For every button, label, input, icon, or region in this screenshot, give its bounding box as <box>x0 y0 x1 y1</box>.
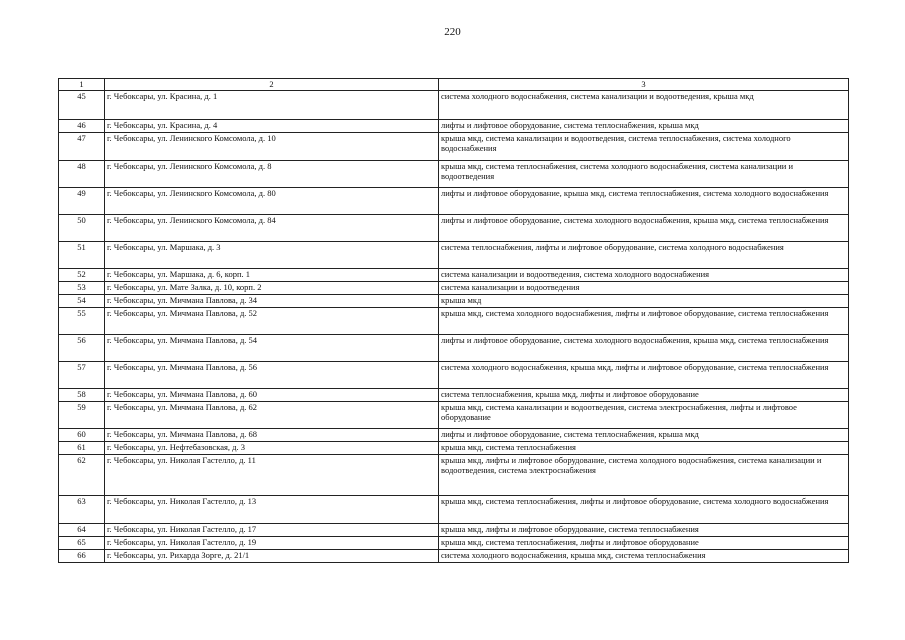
table-row <box>59 388 849 401</box>
row-address: г. Чебоксары, ул. Мичмана Павлова, д. 60 <box>105 388 439 401</box>
table-row <box>59 268 849 281</box>
row-address: г. Чебоксары, ул. Николая Гастелло, д. 19 <box>105 536 439 549</box>
row-number: 65 <box>59 536 105 549</box>
row-number: 59 <box>59 401 105 428</box>
header-col-1: 1 <box>59 79 105 91</box>
row-address: г. Чебоксары, ул. Красина, д. 4 <box>105 119 439 132</box>
table-row <box>59 549 849 562</box>
row-address: г. Чебоксары, ул. Мичмана Павлова, д. 56 <box>105 361 439 388</box>
table-row <box>59 294 849 307</box>
table-row <box>59 495 849 523</box>
row-number: 45 <box>59 90 105 119</box>
row-works: крыша мкд, система холодного водоснабжения, лифты и лифтовое оборудование, система теплоснабжения <box>439 307 849 334</box>
table-row <box>59 441 849 454</box>
row-number: 50 <box>59 214 105 241</box>
row-works: крыша мкд, лифты и лифтовое оборудование, система холодного водоснабжения, система канализации и водоотведения, система электроснабжения <box>439 454 849 495</box>
row-number: 47 <box>59 132 105 160</box>
row-address: г. Чебоксары, ул. Николая Гастелло, д. 11 <box>105 454 439 495</box>
row-works: система холодного водоснабжения, система канализации и водоотведения, крыша мкд <box>439 90 849 119</box>
row-number: 56 <box>59 334 105 361</box>
row-works: лифты и лифтовое оборудование, система теплоснабжения, крыша мкд <box>439 119 849 132</box>
row-number: 60 <box>59 428 105 441</box>
row-works: лифты и лифтовое оборудование, система теплоснабжения, крыша мкд <box>439 428 849 441</box>
row-address: г. Чебоксары, ул. Ленинского Комсомола, д. 10 <box>105 132 439 160</box>
table-row <box>59 454 849 495</box>
table-body <box>59 90 849 562</box>
row-works: лифты и лифтовое оборудование, крыша мкд, система теплоснабжения, система холодного водоснабжения <box>439 187 849 214</box>
table-row <box>59 536 849 549</box>
row-address: г. Чебоксары, ул. Нефтебазовская, д. 3 <box>105 441 439 454</box>
table-row <box>59 241 849 268</box>
table-row <box>59 160 849 187</box>
row-address: г. Чебоксары, ул. Красина, д. 1 <box>105 90 439 119</box>
row-address: г. Чебоксары, ул. Мичмана Павлова, д. 68 <box>105 428 439 441</box>
row-works: крыша мкд <box>439 294 849 307</box>
row-works: крыша мкд, система теплоснабжения, лифты и лифтовое оборудование, система холодного водоснабжения <box>439 495 849 523</box>
row-address: г. Чебоксары, ул. Николая Гастелло, д. 13 <box>105 495 439 523</box>
table-row <box>59 119 849 132</box>
row-number: 46 <box>59 119 105 132</box>
row-number: 58 <box>59 388 105 401</box>
row-address: г. Чебоксары, ул. Маршака, д. 6, корп. 1 <box>105 268 439 281</box>
row-number: 49 <box>59 187 105 214</box>
row-works: лифты и лифтовое оборудование, система холодного водоснабжения, крыша мкд, система теплоснабжения <box>439 334 849 361</box>
row-address: г. Чебоксары, ул. Мичмана Павлова, д. 34 <box>105 294 439 307</box>
row-address: г. Чебоксары, ул. Ленинского Комсомола, д. 8 <box>105 160 439 187</box>
row-works: крыша мкд, лифты и лифтовое оборудование, система теплоснабжения <box>439 523 849 536</box>
row-works: крыша мкд, система канализации и водоотведения, система электроснабжения, лифты и лифтовое оборудование <box>439 401 849 428</box>
row-works: система холодного водоснабжения, крыша мкд, система теплоснабжения <box>439 549 849 562</box>
table-row <box>59 307 849 334</box>
header-col-2: 2 <box>105 79 439 91</box>
row-address: г. Чебоксары, ул. Мичмана Павлова, д. 54 <box>105 334 439 361</box>
row-works: система теплоснабжения, лифты и лифтовое оборудование, система холодного водоснабжения <box>439 241 849 268</box>
row-number: 64 <box>59 523 105 536</box>
row-address: г. Чебоксары, ул. Мичмана Павлова, д. 52 <box>105 307 439 334</box>
table-row <box>59 214 849 241</box>
row-number: 52 <box>59 268 105 281</box>
objects-table <box>58 78 849 563</box>
row-number: 53 <box>59 281 105 294</box>
row-number: 51 <box>59 241 105 268</box>
row-address: г. Чебоксары, ул. Мичмана Павлова, д. 62 <box>105 401 439 428</box>
row-number: 61 <box>59 441 105 454</box>
table-row <box>59 334 849 361</box>
table-row <box>59 523 849 536</box>
table-row <box>59 132 849 160</box>
row-works: крыша мкд, система канализации и водоотведения, система теплоснабжения, система холодного водоснабжения <box>439 132 849 160</box>
row-number: 63 <box>59 495 105 523</box>
row-works: система канализации и водоотведения, система холодного водоснабжения <box>439 268 849 281</box>
row-number: 57 <box>59 361 105 388</box>
table-header-row <box>59 79 849 91</box>
row-number: 66 <box>59 549 105 562</box>
page-number: 220 <box>444 26 461 38</box>
row-number: 48 <box>59 160 105 187</box>
row-address: г. Чебоксары, ул. Маршака, д. 3 <box>105 241 439 268</box>
row-works: крыша мкд, система теплоснабжения, лифты и лифтовое оборудование <box>439 536 849 549</box>
table-row <box>59 428 849 441</box>
row-address: г. Чебоксары, ул. Рихарда Зорге, д. 21/1 <box>105 549 439 562</box>
row-address: г. Чебоксары, ул. Николая Гастелло, д. 17 <box>105 523 439 536</box>
row-address: г. Чебоксары, ул. Ленинского Комсомола, д. 84 <box>105 214 439 241</box>
table-row <box>59 281 849 294</box>
table-row <box>59 401 849 428</box>
row-works: крыша мкд, система теплоснабжения <box>439 441 849 454</box>
row-works: крыша мкд, система теплоснабжения, система холодного водоснабжения, система канализации и водоотведения <box>439 160 849 187</box>
row-address: г. Чебоксары, ул. Мате Залка, д. 10, корп. 2 <box>105 281 439 294</box>
row-number: 62 <box>59 454 105 495</box>
row-number: 54 <box>59 294 105 307</box>
table-row <box>59 361 849 388</box>
table-row <box>59 90 849 119</box>
row-address: г. Чебоксары, ул. Ленинского Комсомола, д. 80 <box>105 187 439 214</box>
row-works: система канализации и водоотведения <box>439 281 849 294</box>
row-number: 55 <box>59 307 105 334</box>
row-works: система холодного водоснабжения, крыша мкд, лифты и лифтовое оборудование, система теплоснабжения <box>439 361 849 388</box>
table-row <box>59 187 849 214</box>
row-works: система теплоснабжения, крыша мкд, лифты и лифтовое оборудование <box>439 388 849 401</box>
header-col-3: 3 <box>439 79 849 91</box>
row-works: лифты и лифтовое оборудование, система холодного водоснабжения, крыша мкд, система теплоснабжения <box>439 214 849 241</box>
